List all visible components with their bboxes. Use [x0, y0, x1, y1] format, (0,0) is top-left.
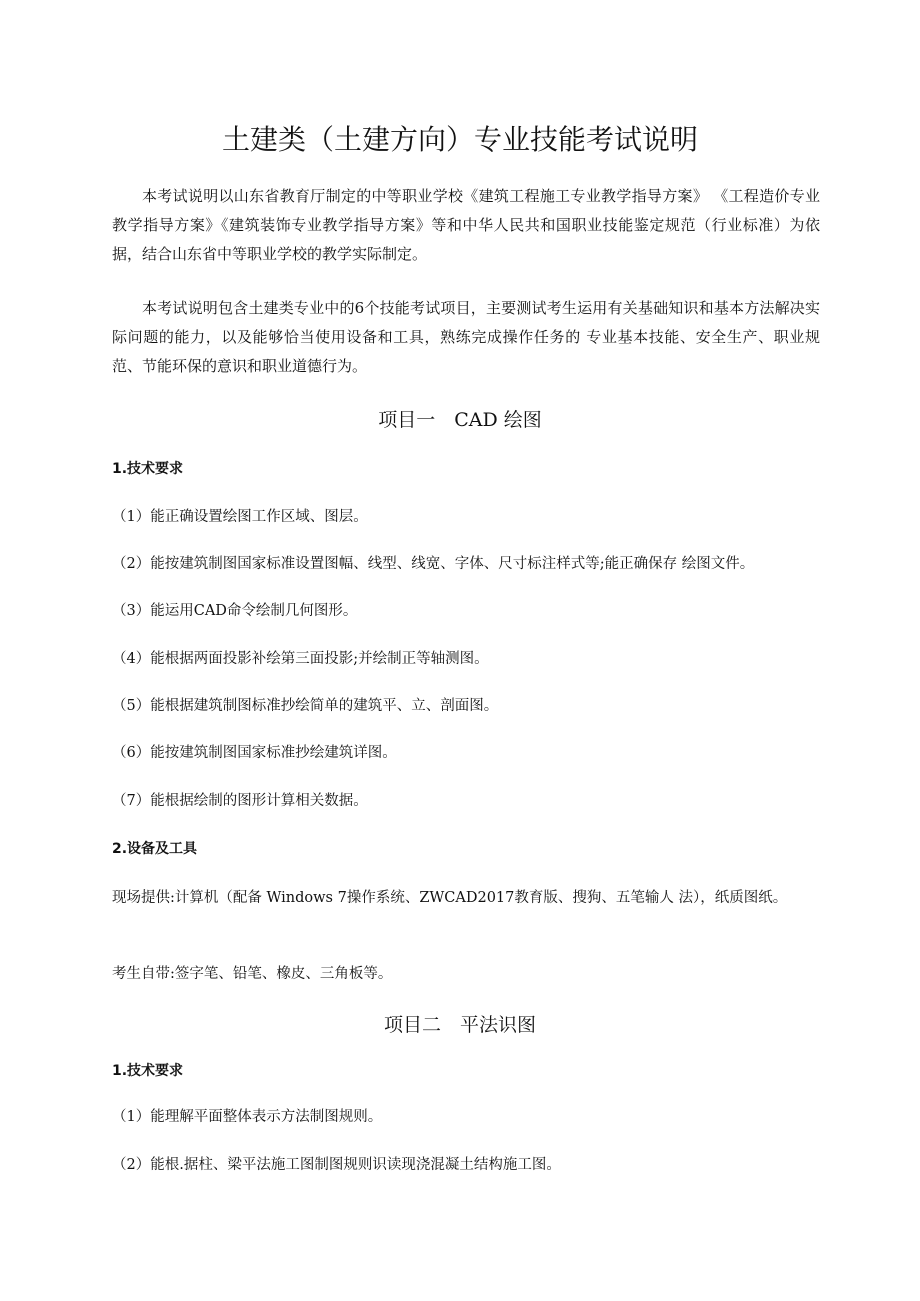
- project1-tech-heading: 1.技术要求: [112, 461, 184, 477]
- project1-requirement-3: （3）能运用CAD命令绘制几何图形。: [112, 603, 358, 619]
- intro-paragraph-2: 本考试说明包含土建类专业中的6个技能考试项目，主要测试考生运用有关基础知识和基本方法解决实际问题的能力，以及能够恰当使用设备和工具，熟练完成操作任务的 专业基本技能、安全生产、职业规范、节能环保的意识和职业道德行为。: [112, 299, 820, 375]
- project1-requirement-7: （7）能根据绘制的图形计算相关数据。: [112, 793, 368, 809]
- project1-requirement-5: （5）能根据建筑制图标准抄绘简单的建筑平、立、剖面图。: [112, 698, 499, 714]
- project1-equipment-heading: 2.设备及工具: [112, 841, 198, 857]
- intro-paragraph-1: 本考试说明以山东省教育厅制定的中等职业学校《建筑工程施工专业教学指导方案》 《工程造价专业教学指导方案》《建筑装饰专业教学指导方案》等和中华人民共和国职业技能鉴定规范（行业标准）为依据，结合山东省中等职业学校的教学实际制定。: [112, 187, 820, 263]
- document-title: 土建类（土建方向）专业技能考试说明: [221, 123, 698, 156]
- project1-requirement-1: （1）能正确设置绘图工作区域、图层。: [112, 509, 368, 525]
- project2-requirement-1: （1）能理解平面整体表示方法制图规则。: [112, 1109, 383, 1125]
- project2-tech-heading: 1.技术要求: [112, 1063, 184, 1079]
- project1-requirement-2: （2）能按建筑制图国家标准设置图幅、线型、线宽、字体、尺寸标注样式等;能正确保存 绘图文件。: [112, 556, 755, 572]
- project1-candidate-brings: 考生自带:签字笔、铅笔、橡皮、三角板等。: [112, 966, 393, 982]
- project1-site-provided: 现场提供:计算机（配备 Windows 7操作系统、ZWCAD2017教育版、搜狗、五笔输人 法），纸质图纸。: [112, 890, 788, 906]
- project2-title: 项目二 平法识图: [383, 1014, 536, 1036]
- project1-requirement-4: （4）能根据两面投影补绘第三面投影;并绘制正等轴测图。: [112, 651, 489, 667]
- project2-requirement-2: （2）能根.据柱、梁平法施工图制图规则识读现浇混凝土结构施工图。: [112, 1157, 561, 1173]
- project1-requirement-6: （6）能按建筑制图国家标准抄绘建筑详图。: [112, 745, 397, 761]
- project1-title: 项目一 CAD 绘图: [378, 409, 542, 431]
